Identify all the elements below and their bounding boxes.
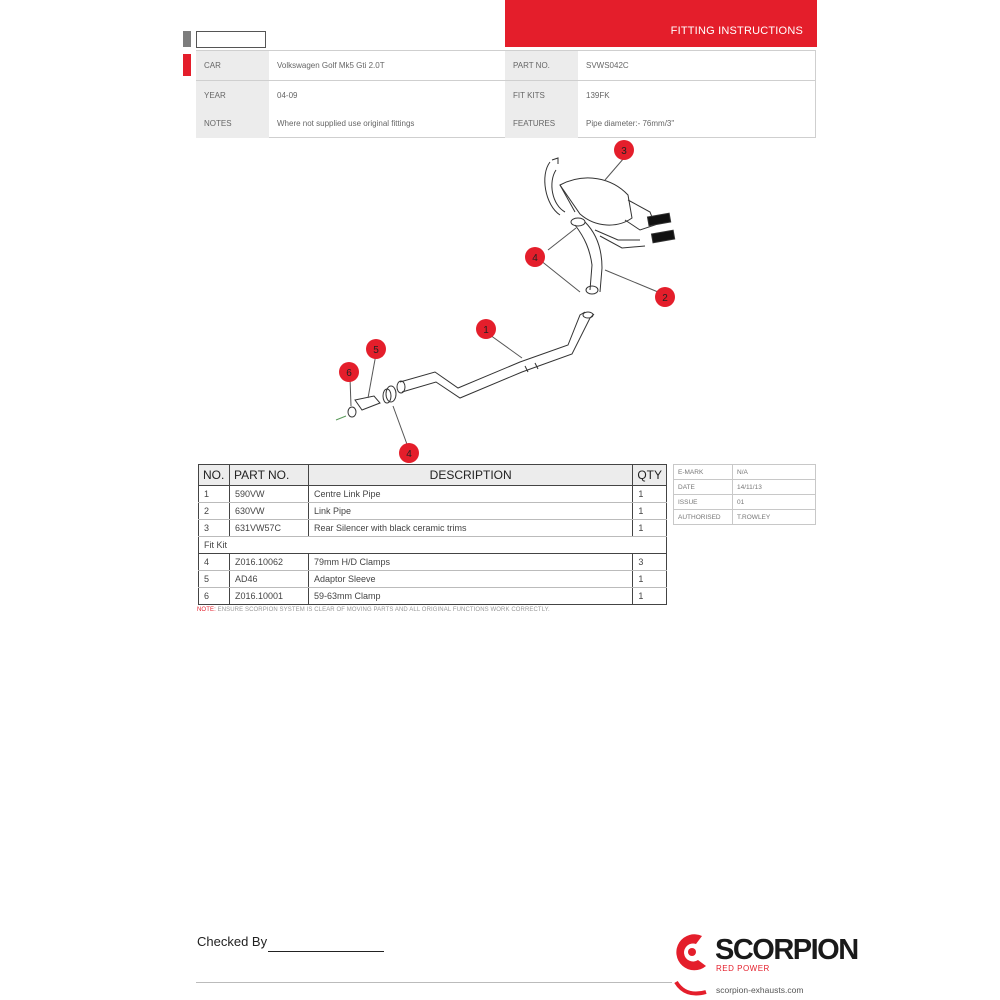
row-part-no: 630VW xyxy=(230,503,309,520)
table-row xyxy=(199,554,667,571)
row-description: Centre Link Pipe xyxy=(309,486,633,503)
part-no-label: PART NO. xyxy=(505,51,578,81)
year-value: 04-09 xyxy=(277,91,298,101)
checked-by-label: Checked By xyxy=(197,934,268,949)
callout-1-label: 1 xyxy=(483,325,489,336)
row-description: 59-63mm Clamp xyxy=(309,588,633,605)
callout-6-label: 6 xyxy=(346,368,352,379)
note-text: ENSURE SCORPION SYSTEM IS CLEAR OF MOVING PARTS AND ALL ORIGINAL FUNCTIONS WORK CORRECTLY. xyxy=(215,607,550,613)
table-row xyxy=(199,588,667,605)
website-link[interactable]: scorpion-exhausts.com xyxy=(716,985,804,995)
authorised-label: AUTHORISED xyxy=(674,510,733,525)
row-part-no: Z016.10062 xyxy=(230,554,309,571)
link-pipe-drawing xyxy=(571,218,602,294)
row-no: 1 xyxy=(199,486,230,503)
col-description-header: DESCRIPTION xyxy=(309,465,633,486)
centre-link-pipe-drawing xyxy=(397,312,594,398)
notes-value: Where not supplied use original fittings xyxy=(277,119,415,129)
table-row xyxy=(199,503,667,520)
features-label: FEATURES xyxy=(505,110,578,138)
row-part-no: 631VW57C xyxy=(230,520,309,537)
parts-table xyxy=(198,464,667,605)
safety-note xyxy=(197,607,550,613)
table-row xyxy=(199,571,667,588)
fit-kits-label: FIT KITS xyxy=(505,81,578,110)
row-qty: 1 xyxy=(633,588,667,605)
fit-kits-value: 139FK xyxy=(586,91,610,101)
features-value: Pipe diameter:- 76mm/3" xyxy=(586,119,675,129)
table-row xyxy=(199,520,667,537)
issue-value: 01 xyxy=(733,495,816,510)
fit-kit-label: Fit Kit xyxy=(199,537,667,554)
callout-3-label: 3 xyxy=(621,146,627,157)
footer-divider xyxy=(196,982,672,983)
row-no: 4 xyxy=(199,554,230,571)
callout-5-label: 5 xyxy=(373,345,379,356)
date-value: 14/11/13 xyxy=(733,480,816,495)
issue-label: ISSUE xyxy=(674,495,733,510)
row-no: 6 xyxy=(199,588,230,605)
callout-4-lower xyxy=(399,443,419,463)
callout-4-upper-label: 4 xyxy=(532,253,538,264)
car-value: Volkswagen Golf Mk5 Gti 2.0T xyxy=(269,51,505,81)
callout-6 xyxy=(339,362,359,382)
row-qty: 1 xyxy=(633,486,667,503)
row-part-no: Z016.10001 xyxy=(230,588,309,605)
issue-row xyxy=(674,480,816,495)
part-no-value: SVWS042C xyxy=(578,51,816,81)
row-description: Adaptor Sleeve xyxy=(309,571,633,588)
callout-4-upper xyxy=(525,247,545,267)
table-row xyxy=(199,486,667,503)
row-description: Rear Silencer with black ceramic trims xyxy=(309,520,633,537)
note-lead: NOTE: xyxy=(197,607,216,613)
callout-2-label: 2 xyxy=(662,293,668,304)
row-part-no: 590VW xyxy=(230,486,309,503)
clamp-and-sleeve-drawing xyxy=(336,386,396,420)
callout-5 xyxy=(366,339,386,359)
rear-silencer-drawing xyxy=(545,158,675,248)
col-no-header: NO. xyxy=(199,465,230,486)
brand-name: SCORPION xyxy=(715,934,858,966)
issue-row xyxy=(674,510,816,525)
signature-line xyxy=(268,951,384,952)
callout-4-lower-label: 4 xyxy=(406,449,412,460)
row-no: 2 xyxy=(199,503,230,520)
issue-row xyxy=(674,465,816,480)
authorised-value: T.ROWLEY xyxy=(733,510,816,525)
emark-value: N/A xyxy=(733,465,816,480)
date-label: DATE xyxy=(674,480,733,495)
row-part-no: AD46 xyxy=(230,571,309,588)
fit-kit-row xyxy=(199,537,667,554)
brand-tagline: RED POWER xyxy=(716,964,770,973)
exhaust-diagram xyxy=(0,0,1000,470)
issue-table xyxy=(673,464,816,525)
car-label: CAR xyxy=(196,51,269,81)
year-label: YEAR xyxy=(196,81,269,110)
row-no: 5 xyxy=(199,571,230,588)
row-description: 79mm H/D Clamps xyxy=(309,554,633,571)
scorpion-logo-icon xyxy=(672,932,714,998)
col-qty-header: QTY xyxy=(633,465,667,486)
callout-2 xyxy=(655,287,675,307)
notes-label: NOTES xyxy=(196,110,269,138)
issue-row xyxy=(674,495,816,510)
callout-1 xyxy=(476,319,496,339)
callout-3 xyxy=(614,140,634,160)
row-qty: 1 xyxy=(633,503,667,520)
col-part-header: PART NO. xyxy=(230,465,309,486)
row-no: 3 xyxy=(199,520,230,537)
banner-title: FITTING INSTRUCTIONS xyxy=(670,25,803,37)
row-description: Link Pipe xyxy=(309,503,633,520)
emark-label: E-MARK xyxy=(674,465,733,480)
row-qty: 1 xyxy=(633,520,667,537)
row-qty: 3 xyxy=(633,554,667,571)
row-qty: 1 xyxy=(633,571,667,588)
parts-header-row xyxy=(199,465,667,486)
